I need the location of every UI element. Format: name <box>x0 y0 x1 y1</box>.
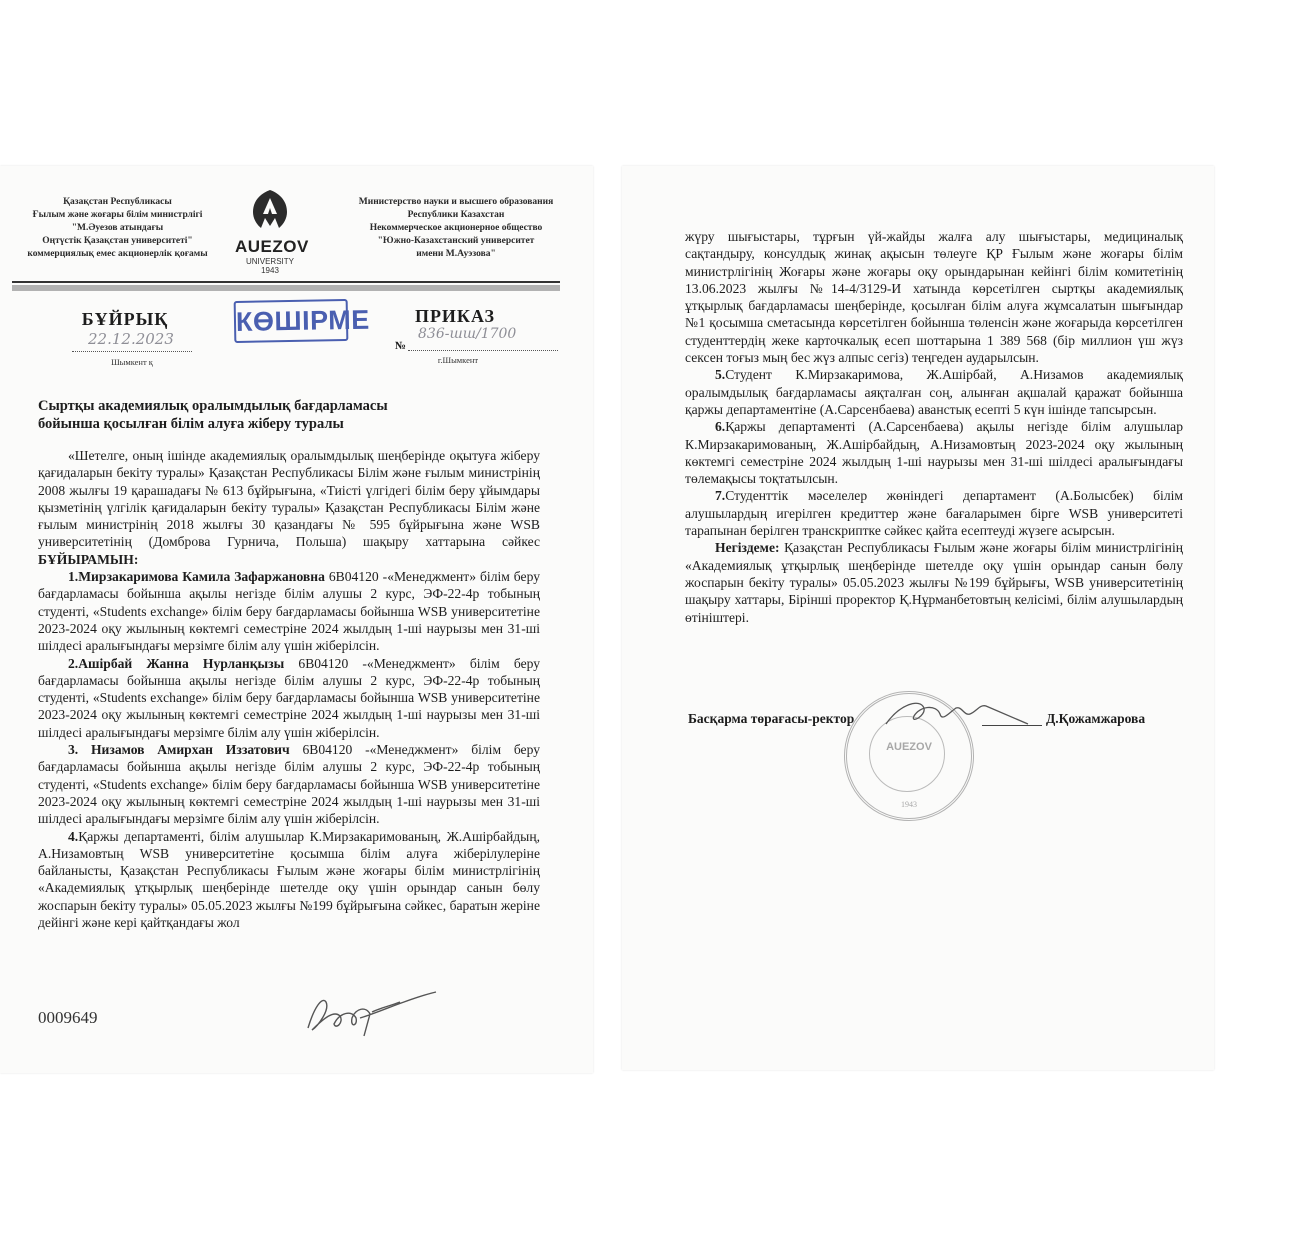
number-underline <box>408 350 558 351</box>
basis-text: Қазақстан Республикасы Ғылым және жоғары білім министрлігінің «Академиялық ұтқырлық шеңберінде шетелде оқу үшін орындар санын бөлу жоспарын бекіту туралы» 05.05.2023 жылғы №199 бұйрығы, WSB университетінің шақыру хаттары, Бірінші проректор Қ.Нұрманбетовтың келісімі, білім алушылардың өтініштері. <box>685 540 1183 625</box>
header-kz-line: "М.Әуезов атындағы <box>71 223 164 233</box>
document-page-2 <box>622 166 1214 1070</box>
order-body-left <box>38 447 540 931</box>
university-logo <box>235 188 309 275</box>
header-kz-line: Ғылым және жоғары білім министрлігі <box>32 210 203 220</box>
document-page-1 <box>0 166 593 1073</box>
date-underline <box>72 351 192 352</box>
paragraph-5-text: Студент К.Мирзакаримова, Ж.Ашірбай, А.Низамов академиялық оралымдылық бағдарламасы аяқталған соң, алынған ақшалай қаражат бойынша қаржы департаментіне (А.Сарсенбаева) аванстық есепті 5 күн ішінде тапсырсын. <box>685 367 1183 417</box>
number-label: № <box>395 340 407 352</box>
seal-wordmark: AUEZOV <box>886 741 932 753</box>
signer-name: Д.Қожамжарова <box>1046 711 1146 726</box>
paragraph-2 <box>38 655 540 741</box>
paragraph-4-number: 4. <box>68 828 79 844</box>
header-kz-line: Оңтүстік Қазақстан университеті" <box>42 236 193 246</box>
header-russian <box>330 196 582 261</box>
order-verb: БҰЙЫРАМЫН: <box>38 551 139 567</box>
header-divider-shadow <box>12 285 560 291</box>
handwritten-date: 22.12.2023 <box>88 330 174 348</box>
paragraph-5-number: 5. <box>715 367 726 383</box>
header-kz-line: коммерциялық емес акционерлік қоғамы <box>27 249 208 259</box>
paragraph-4-continued-text: жүру шығыстары, тұрғын үй-жайды жалға алу шығыстары, медициналық сақтандыру, консулдық жинақ ақысын төлеуге ҚР Ғылым және жоғары білім министрлігінің Жоғары және жоғары оқу орындарынан кейінгі білім комитетінің 13.06.2023 жылғы №14-4/3129-И хатында көрсетілген сыртқы академиялық ұтқырлық бағдарламасы шеңберінде, қосылған білім алуға жұмсалатын шығындар №1 қосымша сметасында көрсетілген бойынша төленсін және жоғарыда көрсетілген студенттердің жеке карточкалық есеп шоттарына 1 389 568 (бір миллион үш жүз сексен тоғыз мың бес жүз алпыс сегіз) теңгеден аударылсын. <box>685 229 1183 366</box>
document-number: 0009649 <box>38 1008 98 1027</box>
order-body-right <box>685 228 1183 626</box>
copy-stamp: КӨШІРМЕ <box>234 299 349 343</box>
handwritten-number: 836-шш/1700 <box>418 326 517 342</box>
paragraph-6-number: 6. <box>715 419 726 435</box>
paragraph-preamble <box>38 447 540 568</box>
header-ru-line: "Южно-Казахстанский университет <box>377 236 535 246</box>
student-name-1: 1.Мирзакаримова Камила Зафаржановна <box>68 569 325 585</box>
paragraph-7-text: Студенттік мәселелер жөніндегі департамент (А.Болысбек) білім алушылардың игерілген кредиттер және бағаларымен бірге WSB университеті тарапынан берілген транскриптке сәйкес қайта есептеуді жүзеге асырсын. <box>685 488 1183 539</box>
paragraph-6 <box>685 418 1183 487</box>
header-kazakh <box>10 196 225 261</box>
paragraph-5 <box>685 366 1183 418</box>
paragraph-1 <box>38 568 540 654</box>
paragraph-6-text: Қаржы департаменті (А.Сарсенбаева) ақылы негізде білім алушылар К.Мирзакаримованың, Ж.Ашірбайдың, А.Низамовтың 2023-2024 оқу жылының көктемгі семестріне 2024 жылдың 1-ші наурызы мен 31-ші шілдесі аралығындағы төлемақысы тоқтатылсын. <box>685 419 1183 487</box>
signature-icon <box>300 988 440 1043</box>
order-title-ru: ПРИКАЗ <box>414 306 496 326</box>
paragraph-3-text: 6В04120 -«Менеджмент» білім беру бағдарламасы бойынша ақылы негізде білім алушы 2 курс, ЭФ-22-4р тобының студенті, «Students exchange» білім беру бағдарламасы бойынша WSB университетіне 2023-2024 оқу жылының көктемгі семестріне 2024 жылдың 1-ші наурызы мен 31-ші шілдесі аралығындағы мерзімге білім алу үшін жіберілсін. <box>38 742 540 827</box>
place-ru: г.Шымкент <box>437 355 479 365</box>
subject-line: Сыртқы академиялық оралымдылық бағдарламасы <box>38 398 388 414</box>
order-title-kz: БҰЙРЫҚ <box>81 309 169 329</box>
paragraph-7-number: 7. <box>715 488 726 504</box>
header-divider <box>12 281 560 283</box>
paragraph-basis <box>685 539 1183 625</box>
paragraph-3 <box>38 741 540 827</box>
paragraph-1-text: 6В04120 -«Менеджмент» білім беру бағдарламасы бойынша ақылы негізде білім алушы 2 курс, ЭФ-22-4р тобының студенті, «Students exchange» білім беру бағдарламасы бойынша WSB университетіне 2023-2024 оқу жылының көктемгі семестріне 2024 жылдың 1-ші наурызы мен 31-ші шілдесі аралығындағы мерзімге білім алу үшін жіберілсін. <box>38 569 540 654</box>
rector-signature-icon <box>880 694 1030 734</box>
paragraph-7 <box>685 487 1183 539</box>
order-subject <box>38 397 458 433</box>
header-ru-line: имени М.Ауэзова" <box>416 249 496 259</box>
signature-underline <box>982 725 1042 726</box>
header-ru-line: Некоммерческое акционерное общество <box>369 223 543 233</box>
logo-year: 1943 <box>261 266 279 275</box>
header-ru-line: Республики Казахстан <box>407 210 505 220</box>
paragraph-4-continued <box>685 228 1183 366</box>
logo-emblem-icon <box>247 188 293 232</box>
preamble-text: «Шетелге, оның ішінде академиялық оралымдылық шеңберінде оқытуға жіберу қағидаларын бекіту туралы» Қазақстан Республикасы Білім және ғылым министрінің 2008 жылғы 19 қарашадағы № 613 бұйрығына, «Тиісті үлгідегі білім беру ұйымдары қызметінің үлгілік қағидаларын бекіту туралы» Қазақстан Республикасы Білім және ғылым министрінің 2018 жылғы 30 қазандағы № 595 бұйрығына және WSB университетінің (Домброва Гурнича, Польша) шақыру хаттарына сәйкес <box>38 448 540 550</box>
logo-subtitle: UNIVERSITY <box>245 257 294 266</box>
paragraph-4 <box>38 828 540 932</box>
paragraph-4-text: Қаржы департаменті, білім алушылар К.Мирзакаримованың, Ж.Ашірбайдың, А.Низамовтың WSB университетіне қосымша білім алуға жіберілулеріне байланысты, Қазақстан Республикасы Ғылым және жоғары білім министрлігінің «Академиялық ұтқырлық шеңберінде шетелде оқу үшін орындар санын бөлу жоспарын бекіту туралы» 05.05.2023 жылғы №199 бұйрығына сәйкес, баратын жеріне дейінгі және кері қайтқандағы жол <box>38 828 540 931</box>
student-name-2: 2.Ашірбай Жанна Нурланқызы <box>68 655 285 671</box>
subject-line: бойынша қосылған білім алуға жіберу туралы <box>38 416 344 432</box>
paragraph-2-text: 6В04120 -«Менеджмент» білім беру бағдарламасы бойынша ақылы негізде білім алушы 2 курс, ЭФ-22-4р тобының студенті, «Students exchange» білім беру бағдарламасы бойынша WSB университетіне 2023-2024 оқу жылының көктемгі семестріне 2024 жылдың 1-ші наурызы мен 31-ші шілдесі аралығындағы мерзімге білім алу үшін жіберілсін. <box>38 655 541 740</box>
seal-year: 1943 <box>901 800 917 809</box>
header-ru-line: Министерство науки и высшего образования <box>358 197 554 207</box>
signer-title: Басқарма төрағасы-ректор <box>688 711 855 726</box>
basis-label: Негіздеме: <box>715 540 780 556</box>
student-name-3: 3. Низамов Амирхан Иззатович <box>68 742 290 758</box>
logo-wordmark: AUEZOV <box>235 237 309 256</box>
place-kz: Шымкент қ <box>111 357 153 367</box>
header-kz-line: Қазақстан Республикасы <box>63 197 172 207</box>
